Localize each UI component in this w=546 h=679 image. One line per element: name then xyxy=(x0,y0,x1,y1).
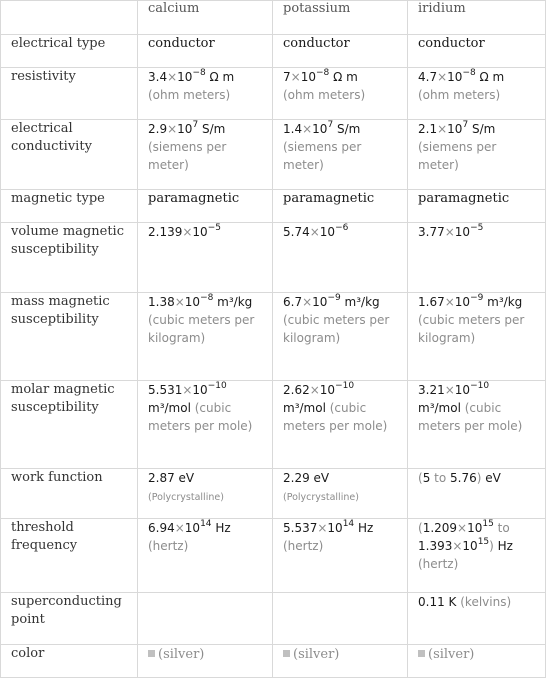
table-row xyxy=(1,293,546,381)
cell-value: $6.94\times 10^{14}$ Hz (hertz) xyxy=(138,519,273,593)
row-label: electrical conductivity xyxy=(1,120,138,190)
row-label: electrical type xyxy=(1,35,138,68)
cell-value: $4.7\times 10^{-8}$ Ω m (ohm meters) xyxy=(408,68,546,120)
column-header-iridium: iridium xyxy=(408,1,546,35)
color-swatch xyxy=(148,650,155,657)
cell-value: $6.7\times 10^{-9}$ m³/kg (cubic meters per kilogram) xyxy=(273,293,408,381)
cell-value: $5.531\times 10^{-10}$ m³/mol (cubic meters per mole) xyxy=(138,381,273,469)
cell-value: 2.29 eV (Polycrystalline) xyxy=(273,469,408,519)
table-row xyxy=(1,645,546,678)
cell-value: (silver) xyxy=(273,645,408,678)
row-label: volume magnetic susceptibility xyxy=(1,223,138,293)
row-label: magnetic type xyxy=(1,190,138,223)
row-label: work function xyxy=(1,469,138,519)
cell-value: $3.21\times 10^{-10}$ m³/mol (cubic meters per mole) xyxy=(408,381,546,469)
cell-value: $1.67\times 10^{-9}$ m³/kg (cubic meters per kilogram) xyxy=(408,293,546,381)
table-row xyxy=(1,381,546,469)
row-label: molar magnetic susceptibility xyxy=(1,381,138,469)
header-corner xyxy=(1,1,138,35)
cell-value: paramagnetic xyxy=(408,190,546,223)
cell-value: $1.38\times 10^{-8}$ m³/kg (cubic meters per kilogram) xyxy=(138,293,273,381)
row-label: color xyxy=(1,645,138,678)
cell-value: $2.9\times 10^7$ S/m (siemens per meter) xyxy=(138,120,273,190)
cell-value: $7\times 10^{-8}$ Ω m (ohm meters) xyxy=(273,68,408,120)
cell-value: $2.1\times 10^7$ S/m (siemens per meter) xyxy=(408,120,546,190)
header-row xyxy=(1,1,546,35)
cell-value: $3.77\times 10^{-5}$ xyxy=(408,223,546,293)
table-row xyxy=(1,593,546,645)
table-row xyxy=(1,68,546,120)
cell-value: $3.4\times 10^{-8}$ Ω m (ohm meters) xyxy=(138,68,273,120)
cell-value: $1.4\times 10^7$ S/m (siemens per meter) xyxy=(273,120,408,190)
cell-value: (silver) xyxy=(138,645,273,678)
table-row xyxy=(1,223,546,293)
row-label: threshold frequency xyxy=(1,519,138,593)
cell-value: ($1.209\times 10^{15}$ to $1.393\times 10^{15}$) Hz (hertz) xyxy=(408,519,546,593)
cell-value: paramagnetic xyxy=(138,190,273,223)
cell-value: conductor xyxy=(408,35,546,68)
cell-value: $2.62\times 10^{-10}$ m³/mol (cubic meters per mole) xyxy=(273,381,408,469)
cell-value xyxy=(138,593,273,645)
column-header-calcium: calcium xyxy=(138,1,273,35)
row-label: resistivity xyxy=(1,68,138,120)
table-row xyxy=(1,469,546,519)
cell-value: 2.87 eV (Polycrystalline) xyxy=(138,469,273,519)
cell-value: 0.11 K (kelvins) xyxy=(408,593,546,645)
cell-value: (5 to 5.76) eV xyxy=(408,469,546,519)
table-row xyxy=(1,519,546,593)
cell-value: $5.74\times 10^{-6}$ xyxy=(273,223,408,293)
color-swatch xyxy=(418,650,425,657)
row-label: mass magnetic susceptibility xyxy=(1,293,138,381)
table-row xyxy=(1,190,546,223)
cell-value: paramagnetic xyxy=(273,190,408,223)
cell-value: $2.139\times 10^{-5}$ xyxy=(138,223,273,293)
cell-value: conductor xyxy=(273,35,408,68)
table-row xyxy=(1,120,546,190)
color-swatch xyxy=(283,650,290,657)
cell-value xyxy=(273,593,408,645)
column-header-potassium: potassium xyxy=(273,1,408,35)
cell-value: $5.537\times 10^{14}$ Hz (hertz) xyxy=(273,519,408,593)
table-row xyxy=(1,35,546,68)
row-label: superconducting point xyxy=(1,593,138,645)
cell-value: conductor xyxy=(138,35,273,68)
cell-value: (silver) xyxy=(408,645,546,678)
